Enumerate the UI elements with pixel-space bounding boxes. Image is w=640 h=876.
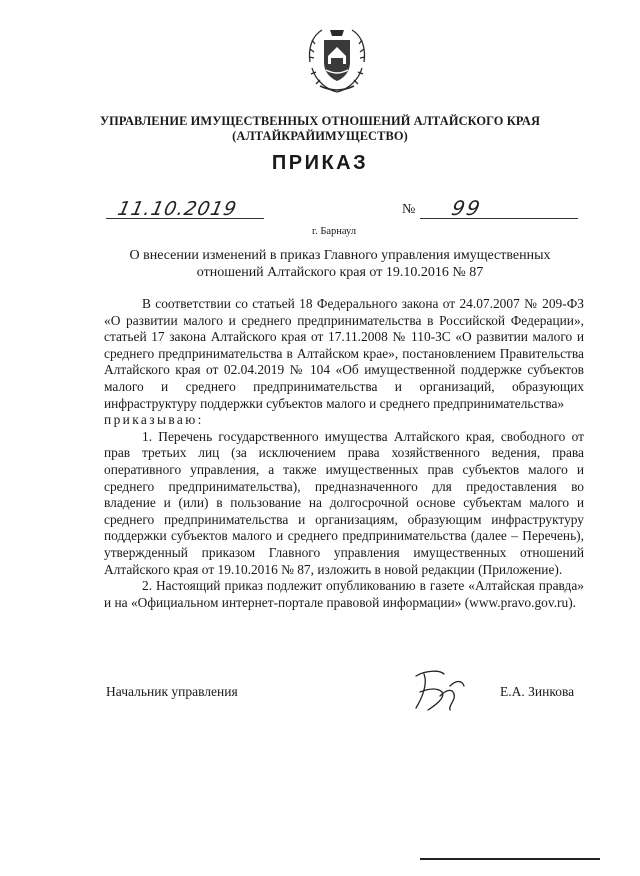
order-item-2: 2. Настоящий приказ подлежит опубликованию в газете «Алтайская правда» и на «Официальном интернет-портале правовой информации» (www.pravo.gov.ru).	[104, 578, 584, 610]
document-date: 11.10.2019	[115, 198, 240, 220]
preamble-paragraph: В соответствии со статьей 18 Федерального закона от 24.07.2007 № 209-ФЗ «О развитии малого и среднего предпринимательства в Российской Федерации», статьей 17 закона Алтайского края от 17.11.2008 № 110-ЗС «О развитии малого и среднего предпринимательства в Алтайском крае», постановлением Правительства Алтайского края от 02.04.2019 № 104 «Об имущественной поддержке субъектов малого и среднего предпринимательства и организаций, образующих инфраструктуру поддержки субъектов малого и среднего предпринимательства»	[104, 296, 584, 411]
signer-position: Начальник управления	[106, 684, 238, 699]
coat-of-arms-icon	[302, 22, 372, 96]
document-body	[104, 296, 584, 611]
document-number: 99	[449, 196, 485, 220]
number-underline	[420, 218, 578, 219]
footer-line	[420, 858, 600, 860]
handwritten-signature-icon	[410, 666, 470, 714]
number-sign: №	[402, 202, 416, 217]
city: г. Барнаул	[312, 226, 357, 237]
organization-name: УПРАВЛЕНИЕ ИМУЩЕСТВЕННЫХ ОТНОШЕНИЙ АЛТАЙСКОГО КРАЯ	[99, 114, 541, 128]
organization-short-name: (АЛТАЙКРАЙИМУЩЕСТВО)	[232, 129, 408, 143]
date-underline	[106, 218, 264, 219]
order-item-1: 1. Перечень государственного имущества Алтайского края, свободного от прав третьих лиц (за исключением права хозяйственного ведения, права оперативного управления, а также имущественных прав субъектов малого и среднего предпринимательства), предназначенного для предоставления во владение и (или) в пользование на долгосрочной основе субъектам малого и среднего предпринимательства и организациям, образующим инфраструктуру поддержки субъектов малого и среднего предпринимательства (далее – Перечень), утвержденный приказом Главного управления имущественных отношений Алтайского края от 19.10.2016 № 87, изложить в новой редакции (Приложение).	[104, 428, 584, 577]
signer-name: Е.А. Зинкова	[500, 684, 575, 699]
document-title: ПРИКАЗ	[271, 152, 369, 174]
orders-word: приказываю:	[104, 412, 204, 428]
document-subject: О внесении изменений в приказ Главного управления имущественных отношений Алтайского края от 19.10.2016 № 87	[129, 248, 551, 280]
